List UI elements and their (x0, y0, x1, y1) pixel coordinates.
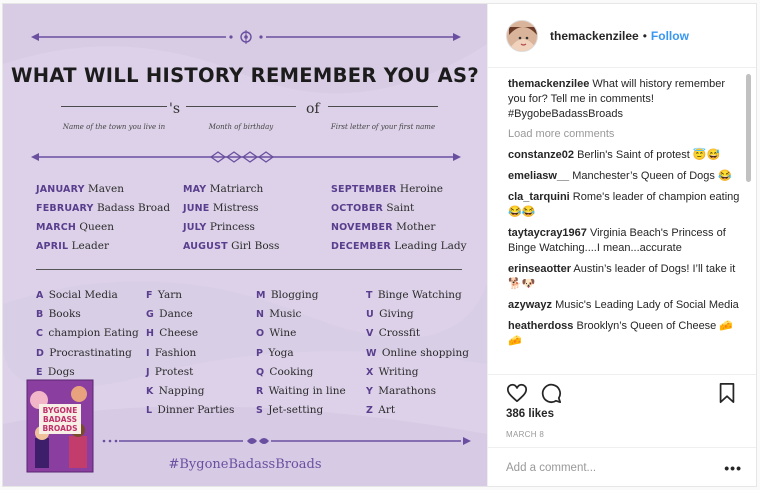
letter-entry: L Dinner Parties (146, 404, 235, 416)
letter-entry: Z Art (366, 404, 396, 416)
book-title-line: BADASS (42, 415, 78, 424)
month-entry: JULY Princess (183, 221, 255, 233)
caption-username[interactable]: themackenzilee (508, 78, 590, 90)
avatar[interactable] (506, 20, 538, 52)
book-title-line: BYGONE (42, 406, 78, 415)
comment-text: Manchester’s Queen of Dogs 😂 (569, 170, 732, 182)
blank-label-month: Month of birthday (208, 123, 274, 131)
comment-text: Berlin's Saint of protest 😇😅 (574, 149, 721, 161)
month-entry: NOVEMBER Mother (331, 221, 436, 233)
more-options-icon[interactable]: ••• (724, 459, 742, 476)
month-entry: APRIL Leader (36, 240, 109, 252)
post-image (3, 4, 487, 486)
instagram-post (2, 3, 757, 487)
header-separator-dot: • (642, 28, 647, 43)
bookmark-icon[interactable] (716, 382, 738, 404)
comment-username[interactable]: erinseaotter (508, 263, 571, 275)
comment-text: Austin’s leader of Dogs! I’ll take it 🐕🐶 (508, 263, 736, 290)
comment-text: Music's Leading Lady of Social Media (552, 299, 739, 311)
letter-entry: H Cheese (146, 327, 199, 339)
blank-town (61, 106, 167, 107)
month-entry: SEPTEMBER Heroine (331, 183, 443, 195)
month-entry: AUGUST Girl Boss (183, 240, 280, 252)
letter-entry: N Music (256, 308, 302, 320)
letter-entry: G Dance (146, 308, 193, 320)
blank-month (186, 106, 296, 107)
month-entry: FEBRUARY Badass Broad (36, 202, 171, 214)
month-entry: JUNE Mistress (183, 202, 259, 214)
letter-entry: U Giving (366, 308, 414, 320)
letter-entry: J Protest (146, 366, 194, 378)
month-entry: MARCH Queen (36, 221, 114, 233)
letter-entry: P Yoga (256, 347, 294, 359)
letter-entry: A Social Media (36, 289, 118, 301)
letter-entry: K Napping (146, 385, 205, 397)
bottom-divider (101, 434, 481, 448)
add-comment-bar (488, 447, 756, 487)
header-username[interactable]: themackenzilee (550, 28, 639, 43)
month-entry: OCTOBER Saint (331, 202, 415, 214)
comment-item (508, 298, 742, 313)
comment-text: Brooklyn’s Queen of Cheese 🧀🧀 (508, 320, 734, 347)
letter-entry: X Writing (366, 366, 419, 378)
letter-entry: D Procrastinating (36, 347, 132, 359)
letter-entry: I Fashion (146, 347, 197, 359)
month-entry: MAY Matriarch (183, 183, 264, 195)
letter-entry: O Wine (256, 327, 297, 339)
comment-username[interactable]: taytaycray1967 (508, 227, 587, 239)
comment-icon[interactable] (540, 382, 562, 404)
load-more-comments-button[interactable]: Load more comments (508, 128, 615, 140)
comment-text: Rome's leader of champion eating😂😂 (508, 191, 740, 218)
letter-entry: W Online shopping (366, 347, 469, 359)
letter-entry: T Binge Watching (366, 289, 462, 301)
blank-label-letter: First letter of your first name (330, 123, 436, 131)
post-side-panel (487, 4, 756, 486)
letter-entry: Y Marathons (366, 385, 436, 397)
likes-count[interactable]: 386 likes (506, 408, 554, 420)
heart-icon[interactable] (506, 382, 528, 404)
letter-entry: R Waiting in line (256, 385, 346, 397)
poster-hashtag: #BygoneBadassBroads (168, 457, 322, 472)
comment-username[interactable]: emeliasw__ (508, 170, 570, 182)
comment-item (508, 148, 742, 163)
book-title-line: BROADS (42, 424, 78, 433)
blank-separator-of: of (306, 101, 320, 117)
post-date[interactable]: MARCH 8 (506, 430, 545, 439)
blank-separator-possessive: 's (169, 101, 181, 117)
blank-letter (328, 106, 438, 107)
comment-item (508, 190, 742, 220)
letter-entry: C champion Eating (36, 327, 139, 339)
add-comment-input[interactable] (506, 462, 724, 474)
post-header (488, 4, 756, 68)
comment-text: Virginia Beach's Princess of Binge Watching....I mean...accurate (508, 227, 726, 254)
letter-entry: B Books (36, 308, 81, 320)
comment-item (508, 262, 742, 292)
comment-username[interactable]: azywayz (508, 299, 553, 311)
letter-entry: Q Cooking (256, 366, 314, 378)
follow-button[interactable]: Follow (650, 28, 689, 43)
caption-text: What will history remember you for? Tell me in comments! #BygobeBadassBroads (508, 78, 726, 120)
month-entry: JANUARY Maven (36, 183, 124, 195)
letter-entry: S Jet-setting (256, 404, 324, 416)
comment-username[interactable]: constanze02 (508, 149, 575, 161)
comments-list[interactable] (488, 68, 756, 373)
caption (508, 77, 742, 122)
letter-entry: V Crossfit (366, 327, 421, 339)
comment-item (508, 226, 742, 256)
blank-label-town: Name of the town you live in (62, 123, 166, 131)
action-bar (488, 374, 756, 410)
avatar-image (507, 21, 538, 52)
letter-entry: E Dogs (36, 366, 75, 378)
poster-title: WHAT WILL HISTORY REMEMBER YOU AS? (11, 64, 479, 87)
month-entry: DECEMBER Leading Lady (331, 240, 467, 252)
letter-entry: M Blogging (256, 289, 319, 301)
section-rule (36, 269, 462, 270)
letter-entry: F Yarn (146, 289, 183, 301)
comment-item (508, 169, 742, 184)
top-divider (31, 30, 461, 44)
comment-username[interactable]: heatherdoss (508, 320, 574, 332)
comment-item (508, 319, 742, 349)
comments-scrollbar[interactable] (746, 74, 751, 182)
middle-divider (31, 150, 461, 164)
comment-username[interactable]: cla_tarquini (508, 191, 570, 203)
